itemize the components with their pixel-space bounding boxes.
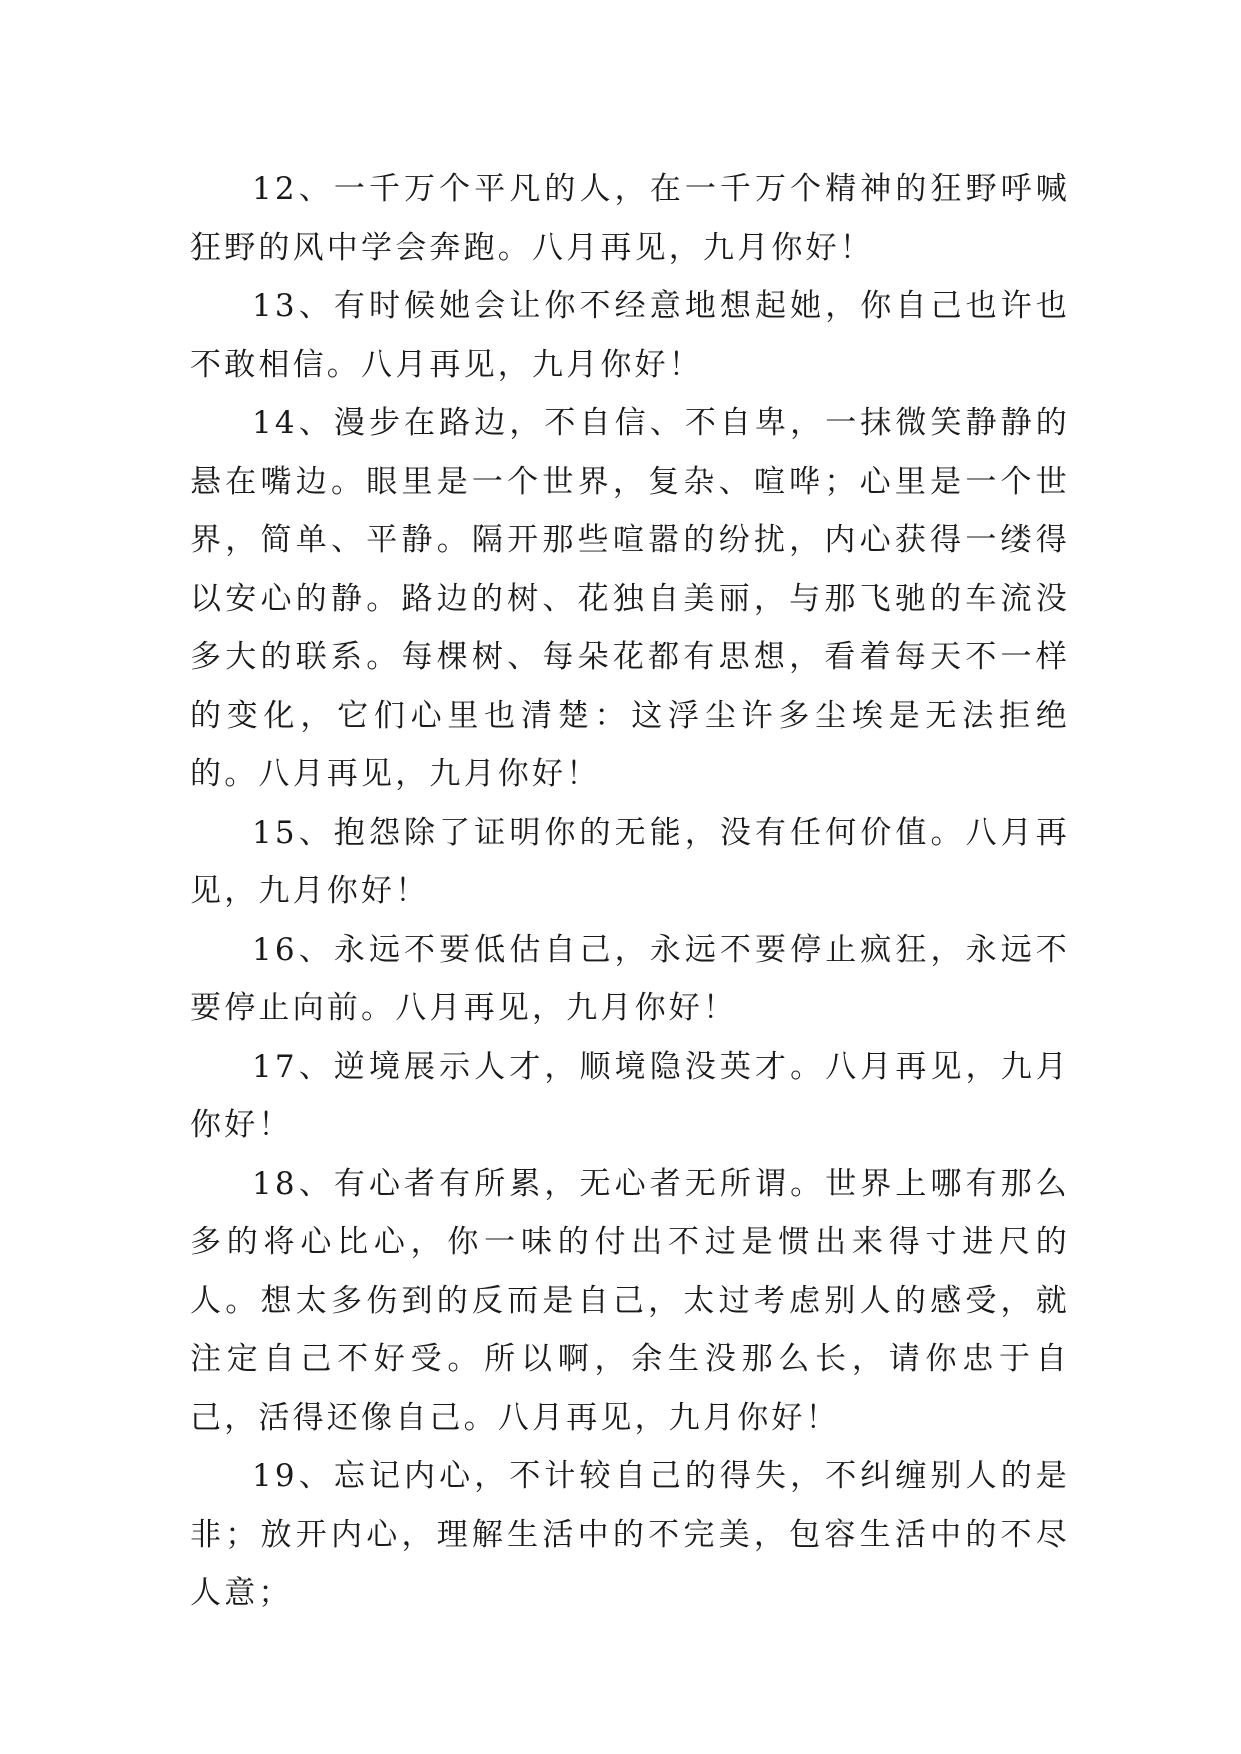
paragraph-16: 16、永远不要低估自己，永远不要停止疯狂，永远不要停止向前。八月再见，九月你好！ <box>190 931 1070 1026</box>
paragraph-17: 17、逆境展示人才，顺境隐没英才。八月再见，九月你好！ <box>190 1048 1070 1143</box>
paragraph-14: 14、漫步在路边，不自信、不自卑，一抹微笑静静的悬在嘴边。眼里是一个世界，复杂、喧哗；心里是一个世界，简单、平静。隔开那些喧嚣的纷扰，内心获得一缕得以安心的静。路边的树、花独自美丽，与那飞驰的车流没多大的联系。每棵树、每朵花都有思想，看着每天不一样的变化，它们心里也清楚：这浮尘许多尘埃是无法拒绝的。八月再见，九月你好！ <box>190 405 1070 792</box>
paragraph-15: 15、抱怨除了证明你的无能，没有任何价值。八月再见，九月你好！ <box>190 814 1070 909</box>
paragraph-19: 19、忘记内心，不计较自己的得失，不纠缠别人的是非；放开内心，理解生活中的不完美，包容生活中的不尽人意； <box>190 1458 1070 1611</box>
document-body <box>190 160 1070 1623</box>
paragraph-13: 13、有时候她会让你不经意地想起她，你自己也许也不敢相信。八月再见，九月你好！ <box>190 288 1070 383</box>
paragraph-18: 18、有心者有所累，无心者无所谓。世界上哪有那么多的将心比心，你一味的付出不过是惯出来得寸进尺的人。想太多伤到的反而是自己，太过考虑别人的感受，就注定自己不好受。所以啊，余生没那么长，请你忠于自己，活得还像自己。八月再见，九月你好！ <box>190 1165 1070 1436</box>
paragraph-12: 12、一千万个平凡的人，在一千万个精神的狂野呼喊狂野的风中学会奔跑。八月再见，九月你好！ <box>190 171 1070 266</box>
